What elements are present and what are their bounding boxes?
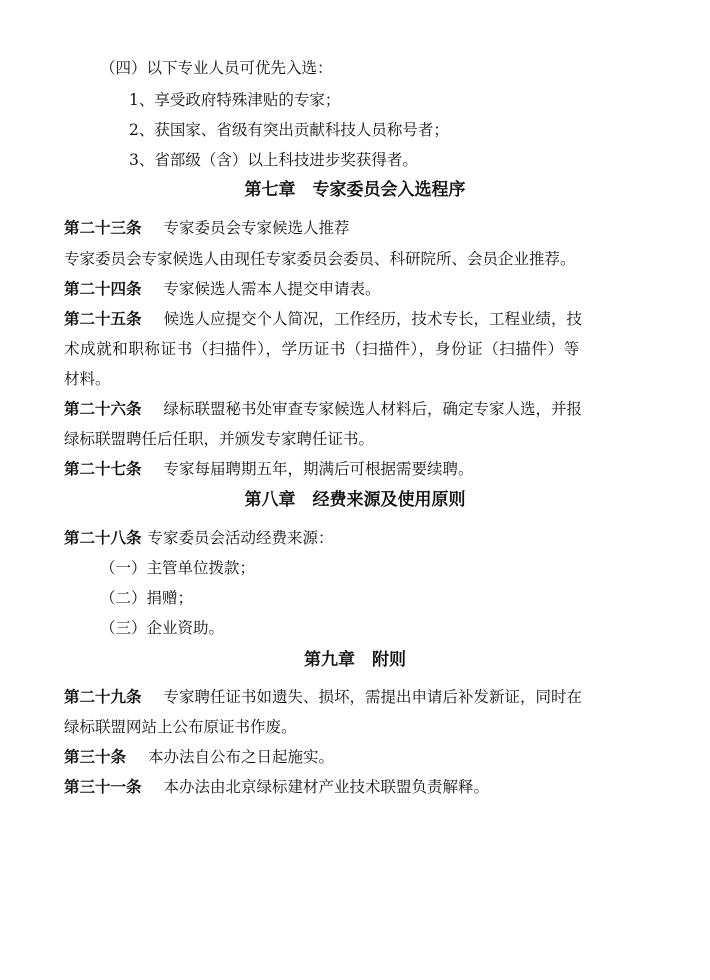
article-27-text: 专家每届聘期五年，期满后可根据需要续聘。	[163, 460, 474, 478]
article-28-text: 专家委员会活动经费来源：	[147, 529, 334, 547]
article-31-number: 第三十一条	[64, 777, 142, 796]
article-25-text-2: 术成就和职称证书（扫描件），学历证书（扫描件），身份证（扫描件）等	[64, 340, 580, 358]
article-24-text: 专家候选人需本人提交申请表。	[163, 280, 381, 298]
section4-item-2: 2、获国家、省级有突出贡献科技人员称号者；	[129, 121, 449, 139]
article-28	[64, 528, 334, 548]
article-25	[64, 309, 582, 329]
chapter9-title: 第九章 附则	[304, 650, 406, 670]
section4-item-1: 1、享受政府特殊津贴的专家；	[129, 91, 341, 109]
article-31	[64, 777, 489, 797]
section4-item-3: 3、省部级（含）以上科技进步奖获得者。	[129, 151, 418, 169]
article-29	[64, 687, 582, 707]
article-30	[64, 747, 334, 767]
article-30-text: 本办法自公布之日起施实。	[148, 748, 335, 766]
section4-title: （四）以下专业人员可优先入选：	[100, 59, 333, 77]
article-25-number: 第二十五条	[64, 309, 142, 328]
article-28-number: 第二十八条	[64, 528, 142, 547]
funding-item-1: （一）主管单位拨款；	[100, 559, 256, 577]
article-24-number: 第二十四条	[64, 279, 142, 298]
funding-item-3: （三）企业资助。	[100, 619, 225, 637]
article-26	[64, 399, 582, 419]
chapter7-title: 第七章 专家委员会入选程序	[244, 180, 466, 200]
article-29-text-2: 绿标联盟网站上公布原证书作废。	[64, 718, 297, 736]
article-29-text-1: 专家聘任证书如遗失、损坏，需提出申请后补发新证，同时在	[163, 688, 583, 706]
chapter8-title: 第八章 经费来源及使用原则	[244, 490, 466, 510]
article-23-body: 专家委员会专家候选人由现任专家委员会委员、科研院所、会员企业推荐。	[64, 250, 576, 268]
article-25-text-1: 候选人应提交个人简况，工作经历，技术专长，工程业绩，技	[163, 310, 583, 328]
article-25-text-3: 材料。	[64, 370, 111, 388]
article-23-number: 第二十三条	[64, 218, 142, 237]
article-26-text-1: 绿标联盟秘书处审查专家候选人材料后，确定专家人选，并报	[163, 400, 583, 418]
article-23	[64, 218, 350, 238]
article-27-number: 第二十七条	[64, 459, 142, 478]
article-26-text-2: 绿标联盟聘任后任职，并颁发专家聘任证书。	[64, 430, 375, 448]
article-23-text: 专家委员会专家候选人推荐	[163, 219, 350, 237]
article-27	[64, 459, 474, 479]
article-26-number: 第二十六条	[64, 399, 142, 418]
article-31-text: 本办法由北京绿标建材产业技术联盟负责解释。	[163, 778, 490, 796]
article-29-number: 第二十九条	[64, 687, 142, 706]
article-24	[64, 279, 381, 299]
funding-item-2: （二）捐赠；	[100, 589, 194, 607]
article-30-number: 第三十条	[64, 747, 127, 766]
